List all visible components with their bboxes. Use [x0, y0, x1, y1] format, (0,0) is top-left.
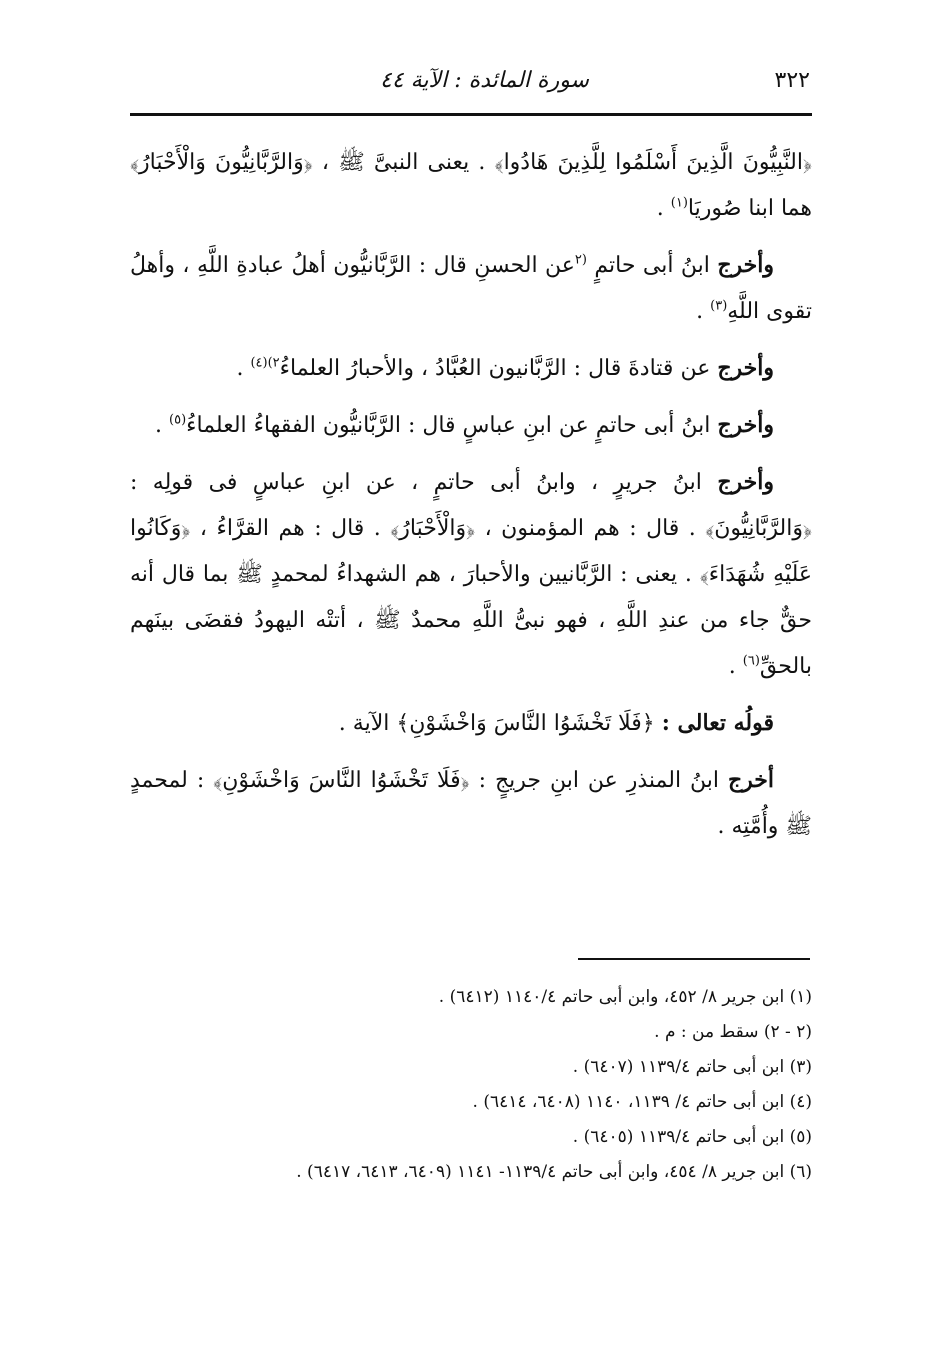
lead-word: وأخرج [717, 355, 774, 381]
footnote-3: (٣) ابن أبى حاتم ١١٣٩/٤ (٦٤٠٧) . [572, 1057, 812, 1077]
paragraph-text: ابنُ أبى حاتمٍ [586, 253, 718, 278]
paragraph-text: عن قتادةَ قال : الرَّبَّانيون العُبَّادُ ، والأحبارُ العلماءُ [279, 356, 718, 381]
page-number: ٣٢٢ [774, 68, 810, 93]
paragraph-end: . [155, 413, 170, 438]
footnote-ref-1: (١) [670, 195, 688, 211]
section-heading: قولُه تعالى : [661, 710, 774, 736]
paragraph-text: ابنُ المنذرِ عن ابنِ جريجٍ : ﴿فَلَا تَخْشَوُا النَّاسَ وَاخْشَوْنِ﴾ : لمحمدٍ ﷺ وأُمَّتِه . [130, 768, 812, 839]
paragraph-text: ابنُ أبى حاتمٍ عن ابنِ عباسٍ قال : الرَّبَّانيُّون الفقهاءُ العلماءُ [186, 413, 718, 438]
paragraph-end: . [696, 299, 711, 324]
footnote-separator [578, 958, 810, 960]
footnote-ref-3: (٣) [710, 298, 728, 314]
footnote-ref-6: (٦) [742, 653, 760, 669]
paragraph-2 [130, 242, 812, 335]
paragraph-text: ابنُ جريرٍ ، وابنُ أبى حاتمٍ ، عن ابنِ عباسٍ فى قولِه : ﴿وَالرَّبَّانِيُّونَ﴾ . قال : هم المؤمنون ، ﴿وَالْأَحْبَارُ﴾ . قال : هم القرَّاءُ ، ﴿وَكَانُوا عَلَيْهِ شُهَدَاءَ﴾ . يعنى : الرَّبَّانيين والأحبارَ ، هم الشهداءُ لمحمدٍ ﷺ بما قال أنه حقٌّ جاء من عندِ اللَّهِ ، فهو نبىُّ اللَّهِ محمدٌ ﷺ ، أتتْه اليهودُ فقضَى بينَهم بالحقِّ [130, 470, 812, 679]
paragraph-text: عن الحسنِ قال : الرَّبَّانيُّون أهلُ عبادةِ اللَّهِ ، وأهلُ تقوى اللَّهِ [130, 253, 812, 324]
footnote-5: (٥) ابن أبى حاتم ١١٣٩/٤ (٦٤٠٥) . [572, 1127, 812, 1147]
footnote-ref-2-4: ٢)(٤) [250, 355, 280, 371]
lead-word: وأخرج [717, 469, 774, 495]
paragraph-end: . [236, 356, 251, 381]
running-title: سورة المائدة : الآية ٤٤ [380, 68, 589, 93]
paragraph-text: ﴿النَّبِيُّونَ الَّذِينَ أَسْلَمُوا لِلَّذِينَ هَادُوا﴾ . يعنى النبىَّ ﷺ ، ﴿وَالرَّبَّانِيُّونَ وَالْأَحْبَارُ﴾ هما ابنا صُوريَا [130, 150, 812, 221]
paragraph-end: . [656, 196, 671, 221]
footnote-ref-2-open: (٢ [574, 252, 587, 268]
paragraph-1 [130, 140, 812, 232]
footnote-ref-5: (٥) [169, 412, 187, 428]
footnotes [130, 980, 812, 1190]
paragraph-text: ﴿فَلَا تَخْشَوُا النَّاسَ وَاخْشَوْنِ﴾ الآية . [338, 711, 662, 736]
page-header [130, 62, 810, 102]
paragraph-end: . [728, 654, 743, 679]
footnote-6: (٦) ابن جرير ٨/ ٤٥٤، وابن أبى حاتم ١١٣٩/٤- ١١٤١ (٦٤٠٩، ٦٤١٣، ٦٤١٧) . [296, 1162, 812, 1182]
footnote-4: (٤) ابن أبى حاتم ٤/ ١١٣٩، ١١٤٠ (٦٤٠٨، ٦٤١٤) . [472, 1092, 812, 1112]
lead-word: وأخرج [717, 252, 774, 278]
lead-word: أخرج [727, 767, 774, 793]
paragraph-6 [130, 700, 812, 747]
lead-word: وأخرج [717, 412, 774, 438]
paragraph-3 [130, 345, 812, 392]
paragraph-5 [130, 459, 812, 690]
footnote-2: (٢ - ٢) سقط من : م . [654, 1022, 812, 1042]
paragraph-7 [130, 757, 812, 850]
footnote-1: (١) ابن جرير ٨/ ٤٥٢، وابن أبى حاتم ١١٤٠/٤ (٦٤١٢) . [438, 987, 812, 1007]
main-text [130, 140, 812, 860]
header-rule [130, 113, 812, 116]
paragraph-4 [130, 402, 812, 449]
